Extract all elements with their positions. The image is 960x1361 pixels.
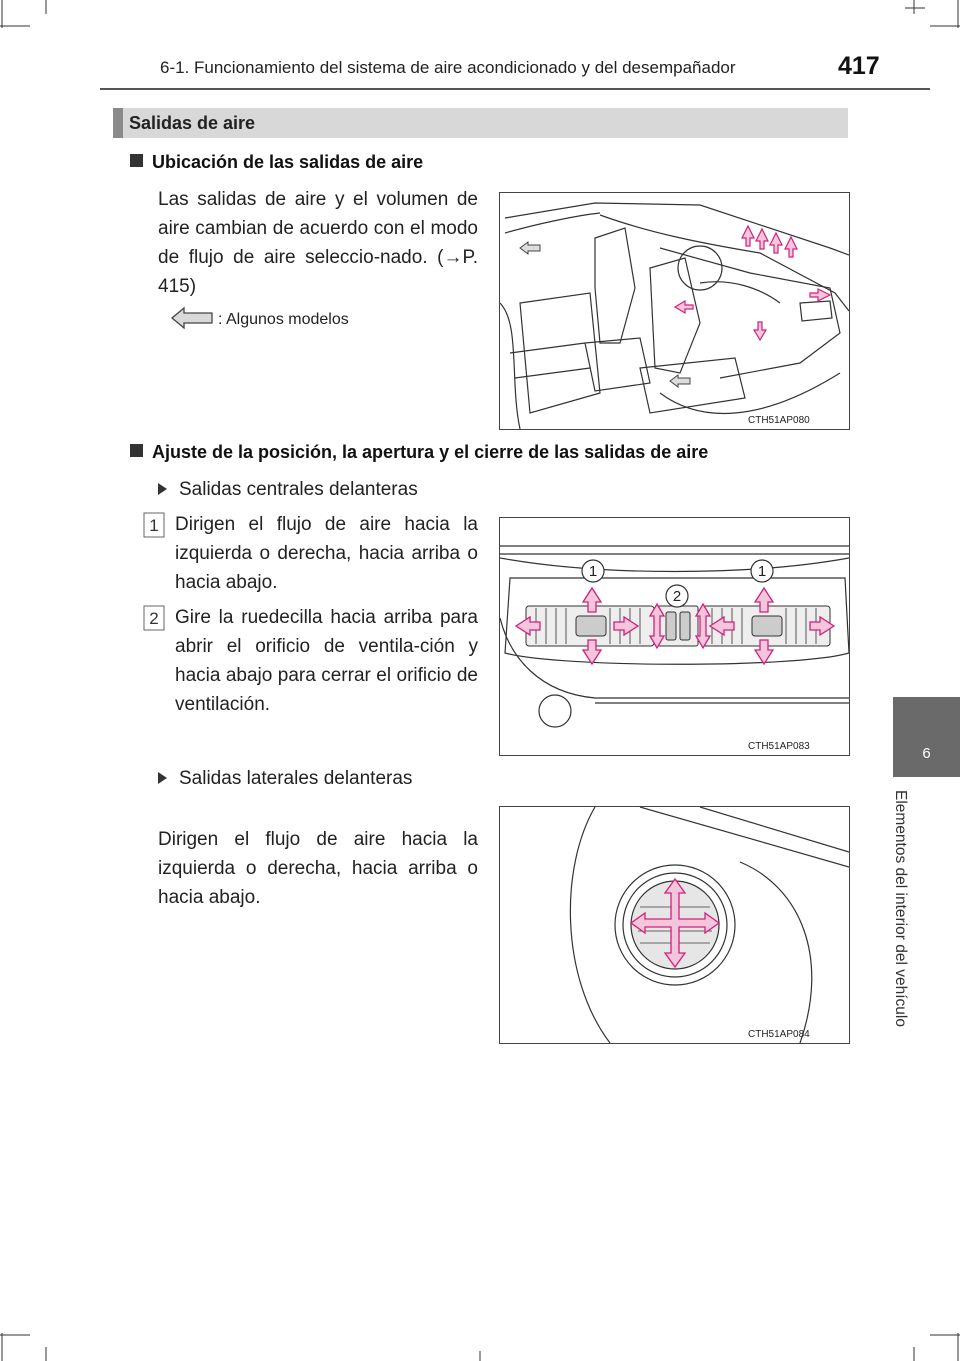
section-title: Salidas de aire	[129, 113, 256, 133]
step-1-text: Dirigen el flujo de aire hacia la izquierda o derecha, hacia arriba o hacia abajo.	[175, 514, 478, 593]
legend-text: : Algunos modelos	[218, 311, 349, 328]
chapter-title-vertical	[892, 790, 935, 1070]
figure-code-080: CTH51AP080	[748, 415, 810, 426]
step-2-text: Gire la ruedecilla hacia arriba para abrir el orificio de ventila-ción y hacia abajo para cerrar el orificio de ventilación.	[175, 607, 478, 715]
square-bullet-icon	[130, 154, 143, 167]
chapter-side-tab	[893, 0, 960, 1361]
step-2-icon	[143, 605, 165, 631]
subheading-adjustment-text: Ajuste de la posición, la apertura y el cierre de las salidas de aire	[152, 442, 709, 462]
location-paragraph: Las salidas de aire y el volumen de aire cambian de acuerdo con el modo de flujo de aire seleccio-nado. (→P. 415)	[158, 189, 478, 297]
legend-arrow-icon	[170, 306, 214, 335]
side-vents-label-text: Salidas laterales delanteras	[179, 768, 413, 789]
callout-1-left: 1	[588, 563, 598, 580]
figure-air-outlet-locations	[499, 192, 850, 430]
section-bar-stripe	[113, 108, 123, 138]
chapter-title: Elementos del interior del vehículo	[892, 790, 909, 1027]
triangle-bullet-icon	[158, 772, 167, 784]
triangle-bullet-icon	[158, 483, 167, 495]
page-number: 417	[838, 52, 880, 80]
step-2-number: 2	[149, 609, 159, 628]
center-vents-label	[158, 475, 418, 504]
side-vent-illustration	[500, 807, 849, 1043]
figure-center-vents	[499, 517, 850, 756]
header-divider	[100, 88, 930, 90]
car-interior-illustration	[500, 193, 849, 429]
step-1-number: 1	[149, 516, 159, 535]
step-1-icon	[143, 512, 165, 538]
callout-1-right: 1	[757, 563, 767, 580]
center-vents-label-text: Salidas centrales delanteras	[179, 479, 418, 500]
page-header-title: 6-1. Funcionamiento del sistema de aire acondicionado y del desempañador	[160, 58, 736, 77]
square-bullet-icon	[130, 444, 143, 457]
figure-code-084: CTH51AP084	[748, 1029, 810, 1040]
callout-2: 2	[672, 588, 682, 605]
figure-code-083: CTH51AP083	[748, 741, 810, 752]
side-vents-text: Dirigen el flujo de aire hacia la izquierda o derecha, hacia arriba o hacia abajo.	[158, 829, 478, 908]
subheading-location-text: Ubicación de las salidas de aire	[152, 152, 424, 172]
chapter-number: 6	[922, 745, 931, 762]
subheading-location	[130, 152, 423, 173]
side-vents-label	[158, 764, 412, 793]
section-title-bar	[113, 108, 848, 138]
subheading-adjustment	[130, 442, 708, 463]
figure-side-vent	[499, 806, 850, 1044]
chapter-number-tab	[893, 697, 960, 777]
center-vents-illustration	[500, 518, 849, 755]
